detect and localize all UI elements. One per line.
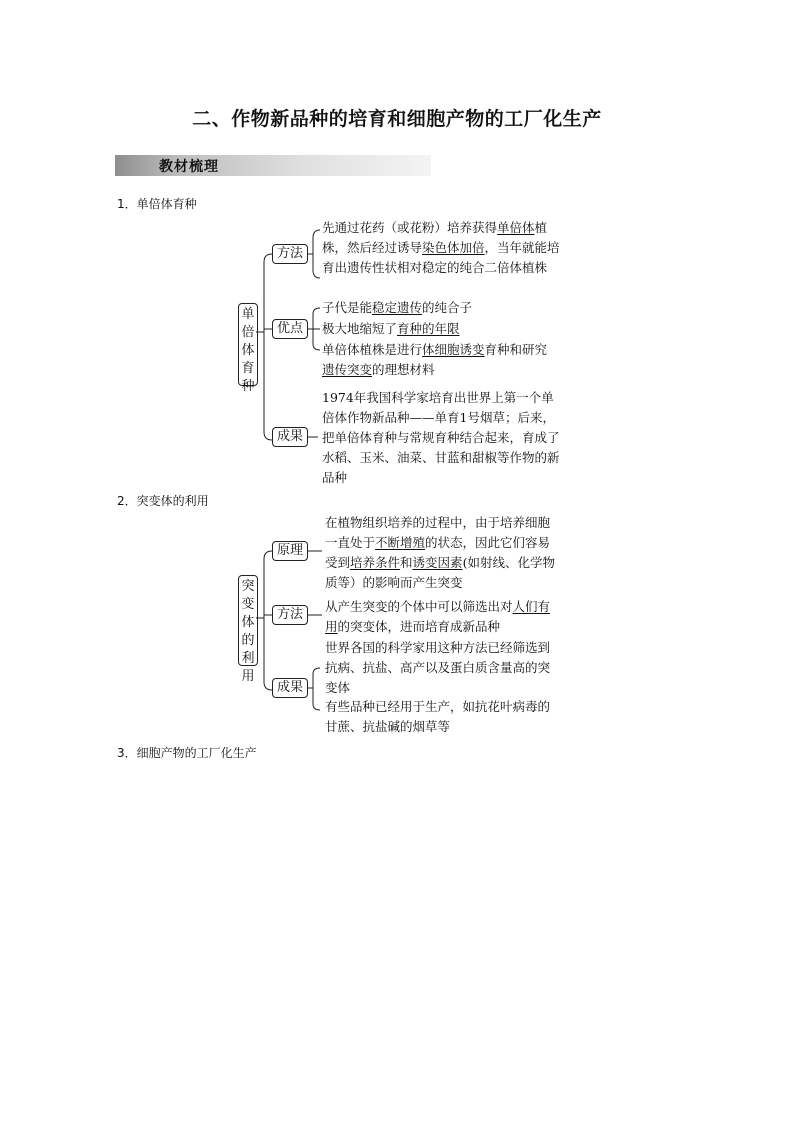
tree2-result-label: 成果	[272, 678, 308, 698]
tree1-method-label: 方法	[272, 244, 308, 264]
tree2-method-label: 方法	[272, 605, 308, 625]
tree1-advantage-2: 极大地缩短了育种的年限	[322, 321, 460, 336]
tree2-principle-label: 原理	[272, 541, 308, 561]
tree2-method-text: 从产生突变的个体中可以筛选出对人们有用的突变体，进而培育成新品种	[325, 599, 551, 634]
tree2-root-box: 突变体的利用	[238, 575, 258, 666]
section-banner	[115, 155, 431, 176]
page-title: 二、作物新品种的培育和细胞产物的工厂化生产	[192, 108, 602, 130]
section-heading-2: 2．突变体的利用	[117, 494, 209, 508]
tree1-result-text: 1974年我国科学家培育出世界上第一个单倍体作物新品种——单育1号烟草；后来，把单倍体育种与常规育种结合起来，育成了水稻、玉米、油菜、甘蓝和甜椒等作物的新品种	[322, 390, 560, 485]
tree1-root-box: 单倍体育种	[238, 303, 258, 386]
section-heading-3: 3．细胞产物的工厂化生产	[117, 746, 257, 760]
tree2-result-2: 有些品种已经用于生产，如抗花叶病毒的甘蔗、抗盐碱的烟草等	[325, 699, 551, 734]
section-banner-label: 教材梳理	[159, 159, 219, 175]
section-heading-1: 1．单倍体育种	[117, 197, 197, 211]
tree1-result-label: 成果	[272, 427, 308, 447]
tree1-advantage-3: 单倍体植株是进行体细胞诱变育种和研究遗传突变的理想材料	[322, 342, 548, 377]
tree2-result-1: 世界各国的科学家用这种方法已经筛选到抗病、抗盐、高产以及蛋白质含量高的突变体	[325, 640, 551, 695]
tree2-principle-text: 在植物组织培养的过程中，由于培养细胞一直处于不断增殖的状态，因此它们容易受到培养条件和诱变因素(如射线、化学物质等）的影响而产生突变	[325, 515, 555, 590]
tree1-advantage-1: 子代是能稳定遗传的纯合子	[322, 300, 473, 315]
tree1-method-text: 先通过花药（或花粉）培养获得单倍体植株，然后经过诱导染色体加倍，当年就能培育出遗传性状相对稳定的纯合二倍体植株	[322, 220, 560, 275]
tree1-advantage-label: 优点	[272, 319, 308, 339]
